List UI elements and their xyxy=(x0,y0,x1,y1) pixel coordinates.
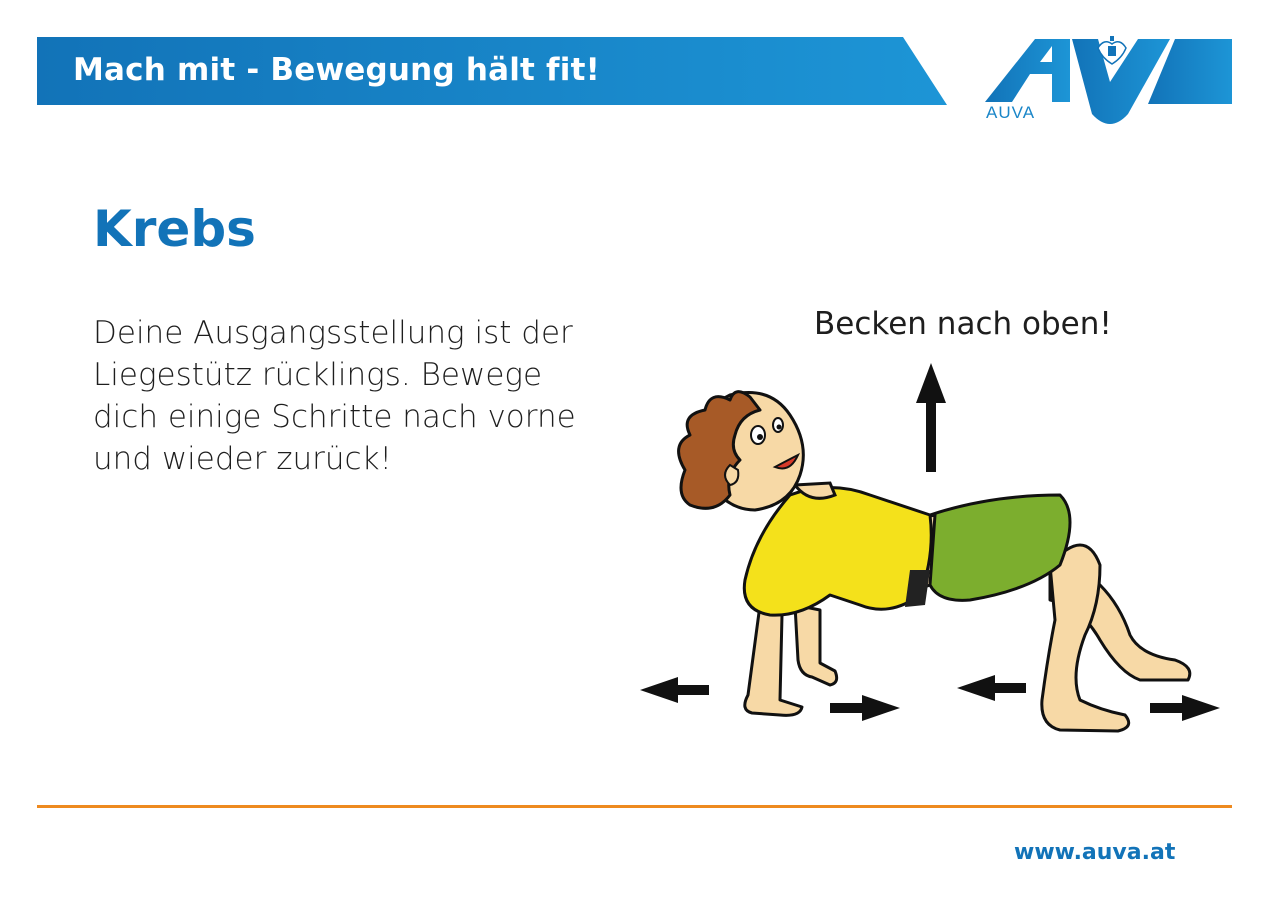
child-head-icon xyxy=(679,392,804,510)
arrow-up-icon xyxy=(916,363,946,472)
exercise-description: Deine Ausgangsstellung ist der Liegestütz rücklings. Bewege dich einige Schritte nach vorne und wieder zurück! xyxy=(93,315,576,477)
exercise-hint: Becken nach oben! xyxy=(814,306,1112,342)
arrow-right-icon xyxy=(830,695,900,721)
footer-divider xyxy=(37,805,1232,808)
crab-walk-child-illustration xyxy=(630,355,1230,745)
arrow-left-icon xyxy=(640,677,709,703)
footer-url-link[interactable]: www.auva.at xyxy=(1014,840,1176,865)
arrow-left-icon xyxy=(957,675,1026,701)
arrow-right-icon xyxy=(1150,695,1220,721)
page-title: Krebs xyxy=(93,200,256,258)
logo-text: AUVA xyxy=(986,103,1036,122)
header-title: Mach mit - Bewegung hält fit! xyxy=(73,52,600,88)
